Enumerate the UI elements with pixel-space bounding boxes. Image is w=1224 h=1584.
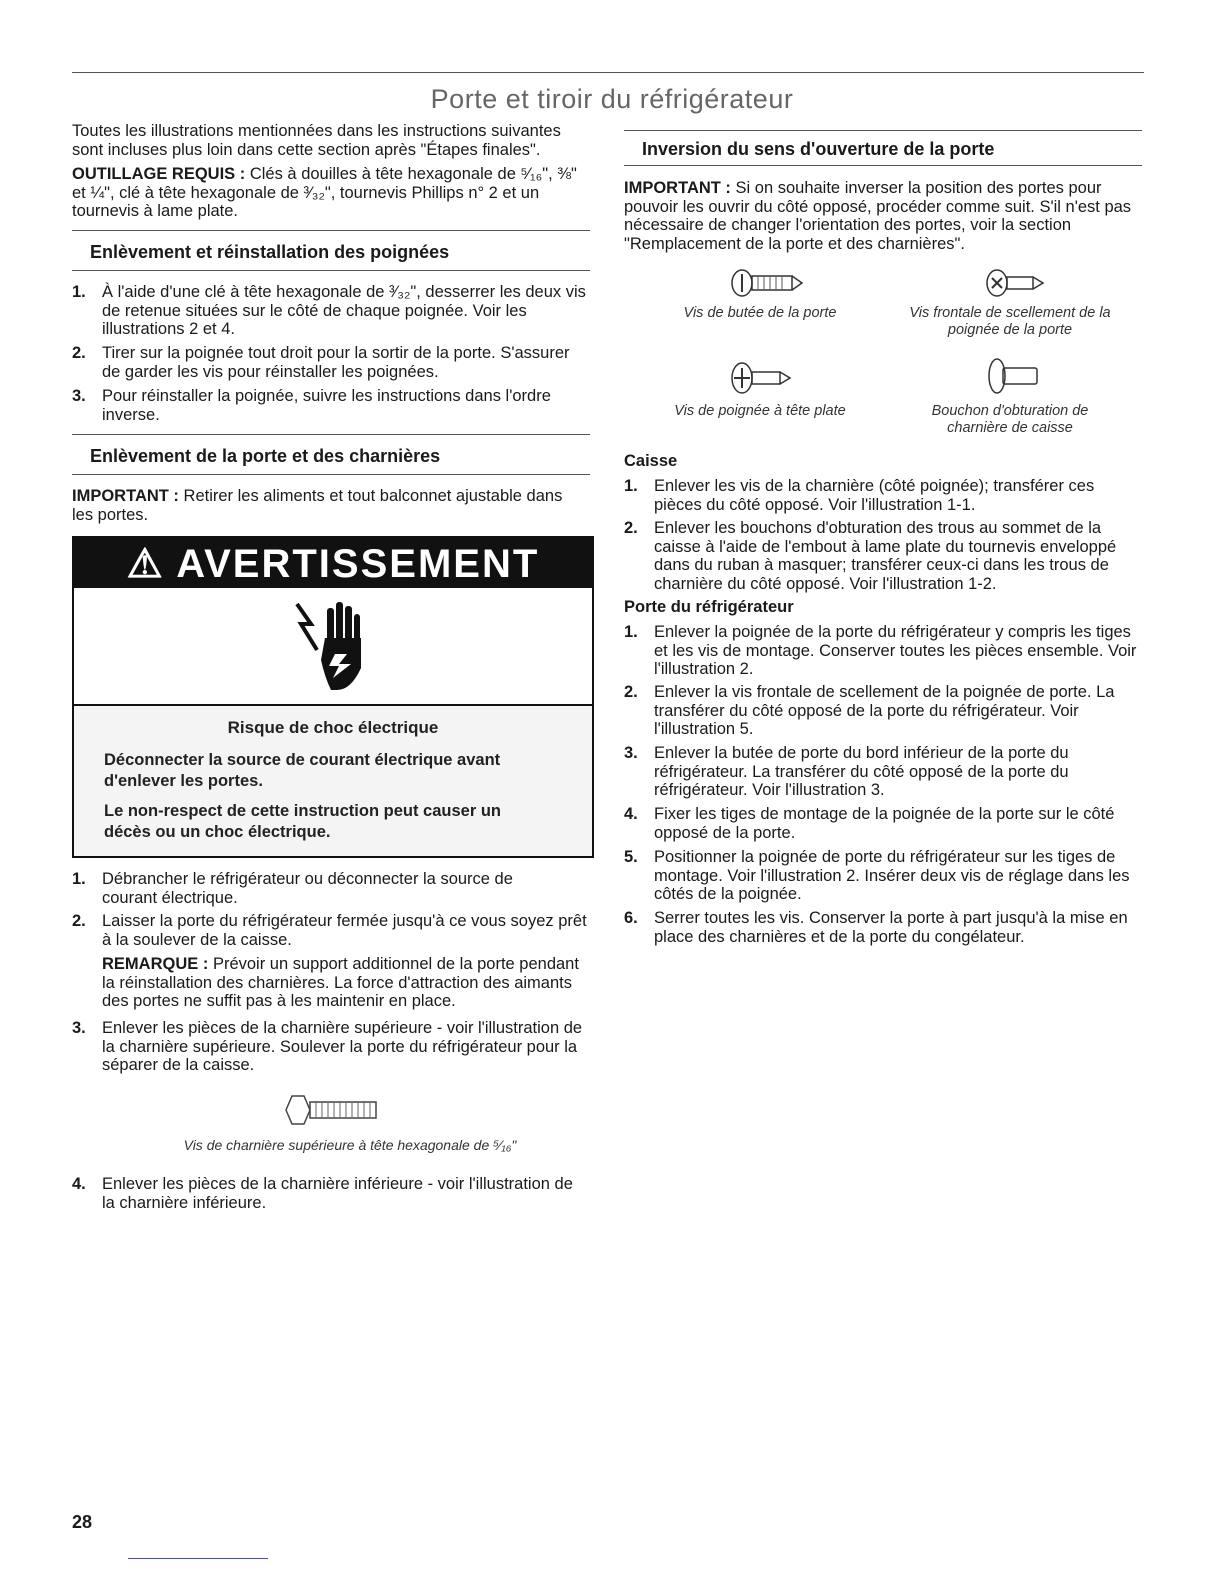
important-paragraph (72, 487, 587, 524)
step-number: 3. (624, 744, 638, 762)
step-text: Pour réinstaller la poignée, suivre les instructions dans l'ordre inverse. (102, 387, 551, 424)
step-text: Fixer les tiges de montage de la poignée de la porte sur le côté opposé de la porte. (654, 805, 1115, 842)
warning-header (74, 538, 592, 588)
warning-box (72, 536, 594, 858)
step-number: 1. (72, 870, 86, 888)
important-text: Si on souhaite inverser la position des portes pour pouvoir les ouvrir du côté opposé, procéder comme suit. S'il n'est pas nécessaire de changer l'orientation des portes, voir la section "Remplacement de la porte et des charnières". (624, 179, 1132, 253)
top-rule (72, 72, 1144, 73)
page-number: 28 (72, 1512, 93, 1532)
warning-line1: Déconnecter la source de courant électrique avant d'enlever les portes. (104, 751, 501, 790)
step-number: 2. (72, 912, 86, 930)
porte-heading: Porte du réfrigérateur (624, 598, 794, 616)
step-text: Enlever la butée de porte du bord inférieur de la porte du réfrigérateur. La transférer du côté opposé de la porte du réfrigérateur. Voir l'illustration 3. (654, 744, 1069, 799)
hex-head-hinge-screw-icon (282, 1090, 382, 1130)
warning-triangle-icon: ⚠ (126, 542, 165, 586)
part-caption: Vis de poignée à tête plate (674, 403, 846, 419)
step-text: Serrer toutes les vis. Conserver la porte à part jusqu'à la mise en place des charnières et de la porte du congélateur. (654, 909, 1128, 946)
hinge-screw-caption: Vis de charnière supérieure à tête hexagonale de ⁵⁄₁₆" (183, 1137, 517, 1153)
step-text: Enlever les bouchons d'obturation des trous au sommet de la caisse à l'aide de l'embout à lame plate du tournevis enveloppé dans du ruban à masquer; transférer ceux-ci dans les trous de charnière du côté opposé. Voir l'illustration 1-2. (654, 519, 1117, 593)
part-caption: Vis frontale de scellement de la poignée de la porte (909, 305, 1111, 338)
reversal-important (624, 179, 1144, 253)
step-number: 1. (72, 283, 86, 301)
remarque-paragraph (102, 955, 587, 1011)
step-text: Débrancher le réfrigérateur ou déconnecter la source de courant électrique. (102, 870, 513, 907)
door-removal-heading: Enlèvement de la porte et des charnières (90, 446, 441, 466)
part-caption: Bouchon d'obturation de charnière de caisse (931, 403, 1089, 436)
rule (72, 270, 590, 271)
step-text: Enlever la vis frontale de scellement de la poignée de porte. La transférer du côté opposé de la porte du réfrigérateur. Voir l'illustration 5. (654, 683, 1115, 738)
door-stop-screw-icon (730, 268, 820, 298)
step-number: 1. (624, 623, 638, 641)
handle-seal-screw-icon (985, 268, 1055, 298)
remarque-text: Prévoir un support additionnel de la porte pendant la réinstallation des charnières. La force d'attraction des aimants des portes ne suffit pas à les maintenir en place. (102, 955, 579, 1010)
important-label: IMPORTANT : (72, 487, 179, 505)
tools-text: Clés à douilles à tête hexagonale de ⁵⁄₁₆", ⅜" et ¼", clé à tête hexagonale de ³⁄₃₂", tournevis Phillips n° 2 et un tournevis à lame plate. (72, 165, 577, 220)
rule (624, 130, 1142, 131)
step-number: 6. (624, 909, 638, 927)
warning-line2: Le non-respect de cette instruction peut causer un décès ou un choc électrique. (104, 802, 501, 841)
footer-rule (128, 1558, 268, 1559)
caisse-heading: Caisse (624, 452, 678, 470)
warning-risk: Risque de choc électrique (227, 718, 439, 737)
hinge-plug-icon (985, 356, 1045, 396)
warning-title: AVERTISSEMENT (176, 542, 540, 586)
important-text: Retirer les aliments et tout balconnet ajustable dans les portes. (72, 487, 563, 524)
step-text: Positionner la poignée de porte du réfrigérateur sur les tiges de montage. Voir l'illustration 2. Insérer deux vis de réglage dans les côtés de la poignée. (654, 848, 1130, 903)
rule (624, 165, 1142, 166)
step-text: Enlever la poignée de la porte du réfrigérateur y compris les tiges et les vis de montage. Conserver toutes les pièces ensemble. Voir l'illustration 2. (654, 623, 1137, 678)
step-number: 2. (624, 519, 638, 537)
step-number: 2. (624, 683, 638, 701)
step-number: 4. (72, 1175, 86, 1193)
rule (72, 434, 590, 435)
step-text: Laisser la porte du réfrigérateur fermée jusqu'à ce vous soyez prêt à la soulever de la caisse. (102, 912, 587, 949)
page-title: Porte et tiroir du réfrigérateur (430, 84, 794, 114)
step-text: Enlever les pièces de la charnière inférieure - voir l'illustration de la charnière inférieure. (102, 1175, 573, 1212)
step-number: 4. (624, 805, 638, 823)
rule (72, 474, 590, 475)
step-number: 5. (624, 848, 638, 866)
step-text: À l'aide d'une clé à tête hexagonale de ³⁄₃₂", desserrer les deux vis de retenue situées sur le côté de chaque poignée. Voir les illustrations 2 et 4. (102, 283, 586, 338)
warning-icon-area (74, 588, 592, 706)
step-number: 2. (72, 344, 86, 362)
remarque-label: REMARQUE : (102, 955, 209, 973)
step-number: 3. (72, 1019, 86, 1037)
important-label: IMPORTANT : (624, 179, 731, 197)
tools-paragraph (72, 165, 587, 221)
step-text: Tirer sur la poignée tout droit pour la sortir de la porte. S'assurer de garder les vis pour réinstaller les poignées. (102, 344, 570, 381)
electric-shock-hand-icon (291, 598, 371, 698)
intro-text: Toutes les illustrations mentionnées dans les instructions suivantes sont incluses plus loin dans cette section après "Étapes finales". (72, 122, 561, 159)
step-text: Enlever les pièces de la charnière supérieure - voir l'illustration de la charnière supérieure. Soulever la porte du réfrigérateur pour la séparer de la caisse. (102, 1019, 583, 1074)
step-number: 3. (72, 387, 86, 405)
part-caption: Vis de butée de la porte (683, 305, 837, 321)
tools-label: OUTILLAGE REQUIS : (72, 165, 246, 183)
handles-heading: Enlèvement et réinstallation des poignées (90, 242, 450, 262)
step-text: Enlever les vis de la charnière (côté poignée); transférer ces pièces du côté opposé. Voir l'illustration 1-1. (654, 477, 1095, 514)
flat-head-handle-screw-icon (730, 360, 800, 396)
reversal-heading: Inversion du sens d'ouverture de la porte (642, 139, 995, 159)
step-number: 1. (624, 477, 638, 495)
rule (72, 230, 590, 231)
